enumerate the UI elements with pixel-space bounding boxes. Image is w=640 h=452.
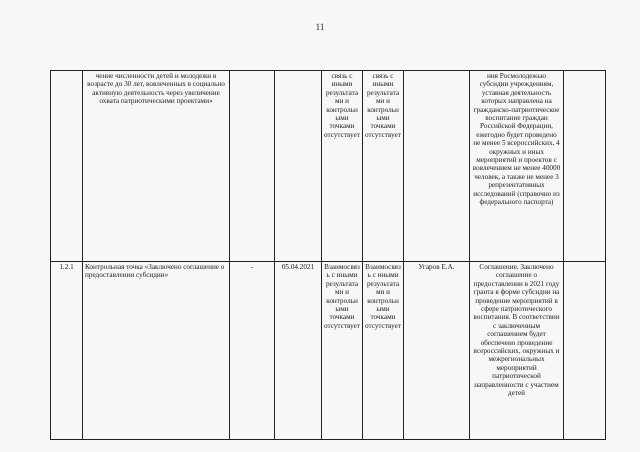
row-number: 1.2.1 (51, 262, 83, 440)
plan-table (50, 70, 606, 440)
table-row (51, 262, 606, 440)
start-date: - (230, 262, 275, 440)
control-level (564, 262, 606, 440)
responsible-person: Угаров Е.А. (404, 262, 470, 440)
predecessor-link: связь с иными результатами и контрольными точками отсутствует (322, 71, 363, 262)
page-number: 11 (315, 22, 325, 32)
end-date (275, 71, 322, 262)
control-level (564, 71, 606, 262)
end-date: 05.04.2021 (275, 262, 322, 440)
result-description: ния Росмолодежью субсидии учреждениям, уставная деятельность которых направлена на гражданско-патриотическое воспитание граждан Российской Федерации, ежегодно будет проведено не менее 5 всероссийских, 4 окружных и иных мероприятий и проектов с вовлечением не менее 40000 человек, а также не менее 3 репрезентативных исследований (справочно из федерального паспорта) (470, 71, 564, 262)
successor-link: Взаимосвязь с иными результатами и контрольными точками отсутствует (363, 262, 404, 440)
start-date (230, 71, 275, 262)
table-row (51, 71, 606, 262)
row-number (51, 71, 83, 262)
responsible-person (404, 71, 470, 262)
event-name: Контрольная точка «Заключено соглашение о предоставлении субсидии» (83, 262, 230, 440)
result-description: Соглашение. Заключено соглашение о предоставлении в 2021 году гранта в форме субсидии на проведение мероприятий в сфере патриотического воспитания. В соответствии с заключенным соглашением будет обеспечено проведение всероссийских, окружных и межрегиональных мероприятий патриотической направленности с участием детей (470, 262, 564, 440)
event-name: чение численности детей и молодежи в возрасте до 30 лет, вовлеченных в социально активную деятельность через увеличение охвата патриотическими проектами» (83, 71, 230, 262)
successor-link: связь с иными результатами и контрольными точками отсутствует (363, 71, 404, 262)
predecessor-link: Взаимосвязь с иными результатами и контрольными точками отсутствует (322, 262, 363, 440)
